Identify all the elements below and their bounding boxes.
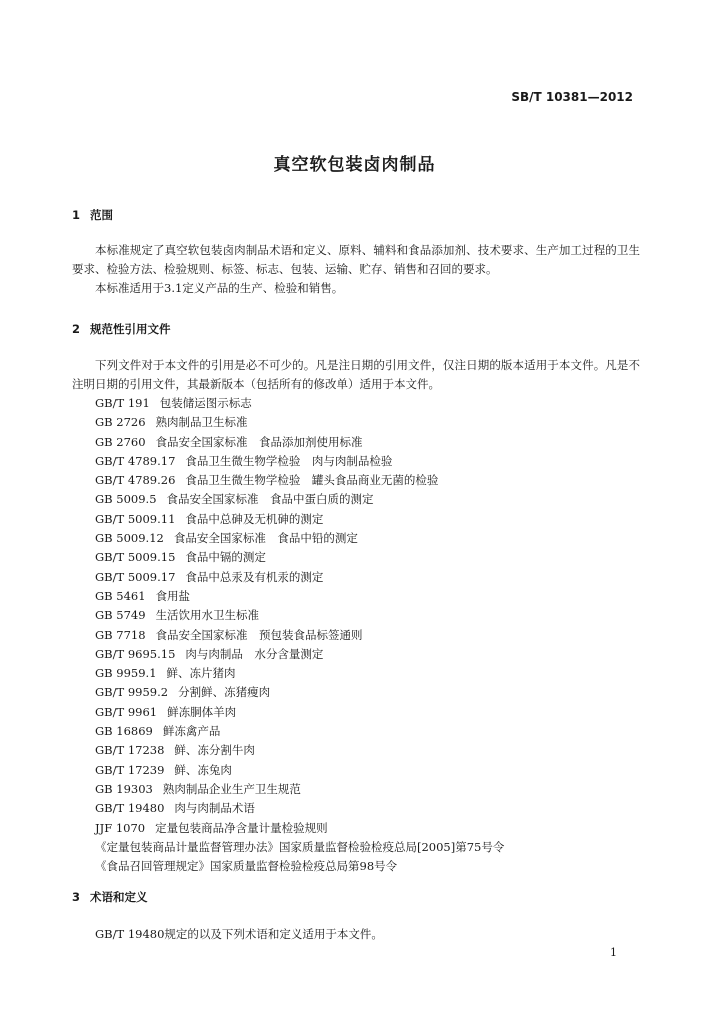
reference-item <box>95 433 504 452</box>
reference-code: GB/T 17238 <box>95 743 165 758</box>
reference-item <box>95 529 504 548</box>
reference-item <box>95 606 504 625</box>
reference-title: 食品中总汞及有机汞的测定 <box>185 569 324 584</box>
reference-title: 食品中镉的测定 <box>185 550 266 565</box>
paragraph: 下列文件对于本文件的引用是必不可少的。凡是注日期的引用文件，仅注日期的版本适用于本文件。凡是不注明日期的引用文件，其最新版本（包括所有的修改单）适用于本文件。 <box>72 358 640 391</box>
reference-title: 《定量包装商品计量监督管理办法》国家质量监督检验检疫总局[2005]第75号令 <box>95 839 505 854</box>
reference-item <box>95 510 504 529</box>
reference-code: GB 2760 <box>95 434 146 449</box>
section-2-body <box>72 356 640 394</box>
reference-code: GB 2726 <box>95 415 146 430</box>
reference-code: GB 9959.1 <box>95 666 157 681</box>
reference-code: GB/T 19480 <box>95 801 165 816</box>
reference-code: GB 5009.12 <box>95 531 164 546</box>
paragraph: 本标准规定了真空软包装卤肉制品术语和定义、原料、辅料和食品添加剂、技术要求、生产加工过程的卫生要求、检验方法、检验规则、标签、标志、包装、运输、贮存、销售和召回的要求。 <box>72 243 640 276</box>
reference-item <box>95 452 504 471</box>
standard-code: SB/T 10381—2012 <box>511 90 633 104</box>
reference-code: GB/T 9695.15 <box>95 646 176 661</box>
reference-item <box>95 799 504 818</box>
reference-item <box>95 683 504 702</box>
section-title: 范围 <box>90 208 113 222</box>
reference-item <box>95 761 504 780</box>
paragraph: GB/T 19480规定的以及下列术语和定义适用于本文件。 <box>95 927 383 941</box>
section-title: 规范性引用文件 <box>90 322 171 336</box>
reference-item <box>95 626 504 645</box>
reference-title: 食品安全国家标准 预包装食品标签通则 <box>155 627 363 642</box>
reference-code: GB 7718 <box>95 627 146 642</box>
reference-title: 肉与肉制品 水分含量测定 <box>185 646 324 661</box>
reference-item <box>95 645 504 664</box>
reference-code: GB/T 4789.17 <box>95 453 176 468</box>
reference-code: GB/T 9961 <box>95 704 158 719</box>
reference-title: 定量包装商品净含量计量检验规则 <box>155 820 328 835</box>
reference-code: GB 5749 <box>95 608 146 623</box>
reference-code: GB/T 5009.17 <box>95 569 176 584</box>
reference-title: 食品安全国家标准 食品中铅的测定 <box>173 531 358 546</box>
reference-title: 鲜冻禽产品 <box>162 724 221 739</box>
reference-code: GB/T 5009.11 <box>95 511 176 526</box>
reference-title: 食用盐 <box>155 588 191 603</box>
page-number: 1 <box>610 946 617 959</box>
reference-item <box>95 568 504 587</box>
section-number: 3 <box>72 890 81 904</box>
paragraph: 本标准适用于3.1定义产品的生产、检验和销售。 <box>95 281 344 295</box>
reference-code: GB/T 9959.2 <box>95 685 169 700</box>
document-title: 真空软包装卤肉制品 <box>273 155 436 175</box>
reference-code: GB/T 5009.15 <box>95 550 176 565</box>
reference-code: GB 16869 <box>95 724 153 739</box>
section-number: 2 <box>72 322 81 336</box>
section-1-body <box>72 241 640 298</box>
reference-title: 鲜冻胴体羊肉 <box>167 704 237 719</box>
reference-item <box>95 413 504 432</box>
reference-code: GB/T 17239 <box>95 762 165 777</box>
reference-title: 食品卫生微生物学检验 肉与肉制品检验 <box>185 453 393 468</box>
section-3-body <box>72 925 640 944</box>
reference-title: 包装储运图示标志 <box>159 396 252 410</box>
reference-title: 生活饮用水卫生标准 <box>155 608 260 623</box>
reference-code: GB/T 191 <box>95 396 150 410</box>
reference-item <box>95 741 504 760</box>
reference-title: 鲜、冻兔肉 <box>174 762 232 777</box>
reference-item <box>95 838 504 857</box>
reference-item <box>95 819 504 838</box>
reference-title: 食品安全国家标准 食品添加剂使用标准 <box>155 434 363 449</box>
reference-title: 食品中总砷及无机砷的测定 <box>185 511 324 526</box>
reference-title: 分割鲜、冻猪瘦肉 <box>178 685 271 700</box>
section-2-heading <box>72 321 171 337</box>
reference-title: 鲜、冻片猪肉 <box>166 666 236 681</box>
reference-title: 熟肉制品企业生产卫生规范 <box>162 781 301 796</box>
reference-title: 食品卫生微生物学检验 罐头食品商业无菌的检验 <box>185 473 439 488</box>
reference-code: JJF 1070 <box>95 820 146 835</box>
reference-item <box>95 722 504 741</box>
section-1-heading <box>72 207 113 223</box>
reference-item <box>95 548 504 567</box>
reference-title: 食品安全国家标准 食品中蛋白质的测定 <box>166 492 374 507</box>
reference-title: 鲜、冻分割牛肉 <box>174 743 255 758</box>
reference-item <box>95 471 504 490</box>
section-number: 1 <box>72 208 81 222</box>
reference-item <box>95 703 504 722</box>
reference-item <box>95 587 504 606</box>
section-3-heading <box>72 889 148 905</box>
reference-code: GB/T 4789.26 <box>95 473 176 488</box>
reference-title: 肉与肉制品术语 <box>174 801 255 816</box>
reference-item <box>95 857 504 876</box>
section-title: 术语和定义 <box>90 890 148 904</box>
reference-item <box>95 394 504 413</box>
reference-title: 《食品召回管理规定》国家质量监督检验检疫总局第98号令 <box>95 859 398 874</box>
reference-list <box>95 394 504 876</box>
reference-item <box>95 490 504 509</box>
reference-code: GB 5461 <box>95 588 146 603</box>
reference-code: GB 5009.5 <box>95 492 157 507</box>
reference-code: GB 19303 <box>95 781 153 796</box>
reference-title: 熟肉制品卫生标准 <box>155 415 248 430</box>
reference-item <box>95 664 504 683</box>
reference-item <box>95 780 504 799</box>
